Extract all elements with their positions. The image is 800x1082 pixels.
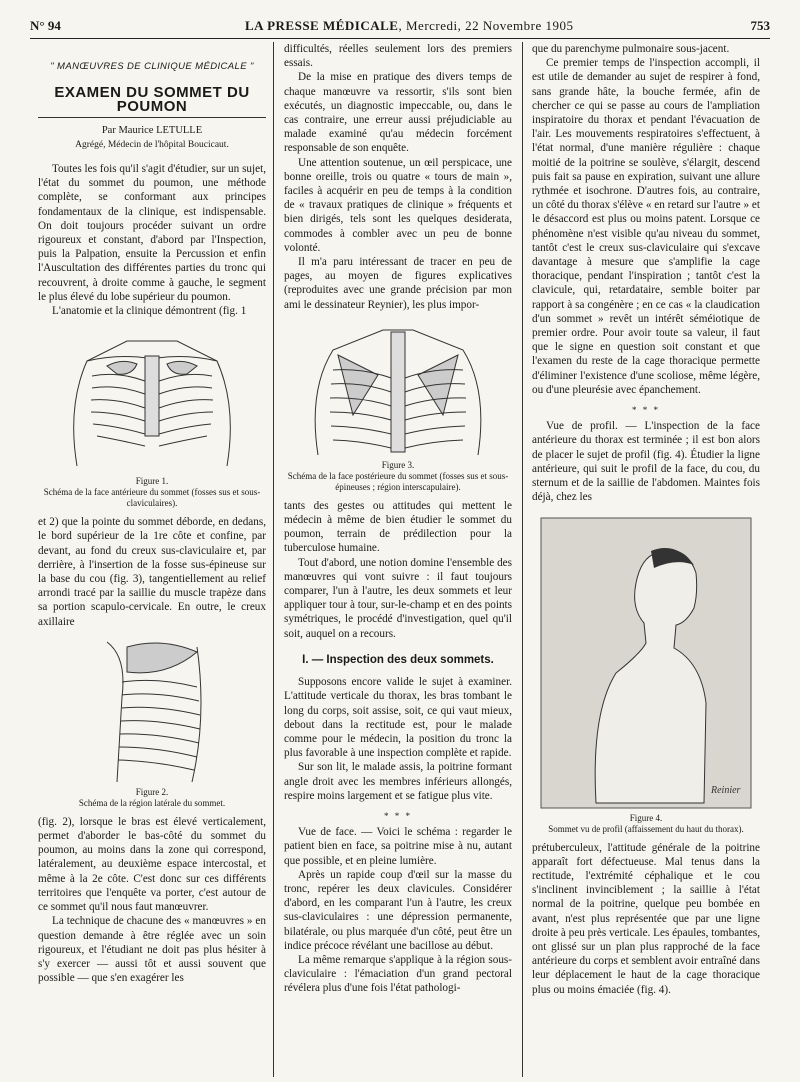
paragraph: Tout d'abord, une notion domine l'ensemble des manœuvres qui vont suivre : il faut toujours comparer, l'un à l'autre, les deux sommets et leur appliquer tour à tour, sur-le-champ et en des points symétriques, le procédé d'investigation, quel qu'il soit, auquel on a recours. [284,556,512,640]
figure-3-label: Figure 3. [381,459,415,470]
figure-4-label: Figure 4. [629,812,663,823]
paragraph: Sur son lit, le malade assis, la poitrine formant angle droit avec les membres inférieurs allongés, respire moins largement et se fatigue plus vite. [284,761,512,802]
figure-1-caption: Schéma de la face antérieure du sommet (fosses sus et sous-claviculaires). [43,487,261,509]
column-2 [284,42,512,996]
paragraph: et 2) que la pointe du sommet déborde, en dedans, le bord supérieur de la 1re côte et confine, par devant, au fond du creux sus-claviculaire et, par derrière, à l'insertion de la fosse sus-épineuse sur la base du cou (fig. 3), tangentiellement au relief arrondi tracé par la saillie du muscle trapèze dans sa portion scapulo-cervicale. En outre, le creux axillaire [38,516,266,628]
paragraph: Toutes les fois qu'il s'agit d'étudier, sur un sujet, l'état du sommet du poumon, une méthode complète, se conformant aux principes fondamentaux de la clinique, est indispensable. On doit toujours procéder suivant un ordre rigoureux et constant, d'abord par l'Inspection, puis la Palpation, ensuite la Percussion et enfin l'Auscultation des différentes parties du tronc qui recouvrent, à droite comme à gauche, le segment le plus élevé du lobe supérieur du poumon. [38,163,266,303]
paragraph: La technique de chacune des « manœuvres » en question demande à être réglée avec un soin rigoureux, et l'étudiant ne doit pas plus hésiter à s'y exercer — aussi tôt et aussi souvent que possible — que s'en exagérer les [38,915,266,985]
page-header [30,16,770,38]
paragraph: Après un rapide coup d'œil sur la masse du tronc, repérer les deux clavicules. Considérer d'abord, en les comparant l'un à l'autre, les creux sus-claviculaires : une dépression permanente, bilatérale, ou plus marquée d'un côté, peut être un indice précoce révélant une bacillose au début. [284,868,512,952]
figure-4-caption: Sommet vu de profil (affaissement du haut du thorax). [548,823,744,834]
figure-4-profile-engraving [536,513,756,813]
paragraph: Ce premier temps de l'inspection accompli, il est utile de demander au sujet de respirer à fond, sans grande hâte, la bouche fermée, afin de chercher ce qui se passe au cours de l'ampliation inspiratoire du thorax et pendant l'évacuation de l'air. Les mouvements respiratoires s'effectuent, à l'état normal, d'une manière régulière : chaque moitié de la poitrine se soulève, s'élargit, descend puis fait sa pause en expiration, suivant une allure rythmée et isochrone. D'autres fois, au contraire, un côté du thorax s'élève « en retard sur l'autre » et le désaccord est plus ou moins patent. Lorsque ce phénomène n'est visible qu'au niveau du sommet, tantôt c'est le creux sus-claviculaire qui s'excave davantage à mesure que s'amplifie la cage thoracique, pendant l'inspiration ; tantôt c'est la clavicule, qui, retardataire, semble boiter par rapport à sa congénère ; en ce cas « la claudication d'un sommet » revêt un intérêt séméiotique de premier ordre. Pour avoir toute sa valeur, il faut que le signe en question soit constant et que l'examen du reste de la cage thoracique permette d'éliminer l'existence d'une scoliose, même légère, ou d'une pleurésie avec épanchement. [532,57,760,396]
section-heading: I. — Inspection des deux sommets. [302,653,494,666]
figure-4 [532,513,760,835]
page-number: 753 [750,18,770,33]
figure-3-caption: Schéma de la face postérieure du sommet (fosses sus et sous-épineuses ; région interscapulaire). [287,470,509,492]
article-author: Par Maurice LETULLE [101,124,203,136]
paragraph: Vue de profil. — L'inspection de la face antérieure du thorax est terminée ; il est bon alors de placer le sujet de profil (fig. 4). Étudier la ligne antérieure, qui suit le profil de la face, du cou, du sternum et de la saillie de l'abdomen. Maintes fois déjà, chez les [532,420,760,504]
paragraph: Vue de face. — Voici le schéma : regarder le patient bien en face, sa poitrine mise à nu, autant que possible, et en pleine lumière. [284,826,512,867]
figure-2-label: Figure 2. [135,786,169,797]
figure-1 [38,326,266,509]
journal-title: LA PRESSE MÉDICALE [245,18,399,33]
figure-3 [284,320,512,493]
figure-3-posterior-thorax-drawing [293,320,503,460]
column-rule-2 [522,42,523,1077]
paragraph: (fig. 2), lorsque le bras est élevé verticalement, permet d'aborder le bas-côté du sommet du poumon, au moins dans la zone qui correspond, latéralement, au deuxième espace intercostal, et même à la 2e côte. C'est donc sur ces différents territoires que l'enquête va porter, c'est autour de ce sommet qu'il nous faut manœuvrer. [38,815,266,914]
figure-2 [38,637,266,809]
article-affiliation: Agrégé, Médecin de l'hôpital Boucicaut. [75,139,229,150]
paragraph: De la mise en pratique des divers temps de chaque manœuvre va ressortir, s'ils sont bien exécutés, un diagnostic impeccable, ou, dans le cas contraire, une erreur aussi préjudiciable au malade examiné qu'au médecin forcément responsable de son enquête. [284,71,512,155]
figure-2-caption: Schéma de la région latérale du sommet. [78,797,226,808]
figure-4-signature: Reinier [711,784,741,796]
article-title: EXAMEN DU SOMMET DU POUMON [38,86,266,117]
figure-2-lateral-thorax-drawing [67,637,237,787]
column-1 [38,42,266,985]
figure-1-anterior-thorax-drawing [47,326,257,476]
figure-1-label: Figure 1. [135,476,169,487]
paragraph: Supposons encore valide le sujet à examiner. L'attitude verticale du thorax, les bras tombant le long du corps, soit assise, soit, ce qui vaut mieux, debout dans la rectitude est, pour le malade comme pour le médecin, la position du tronc la plus favorable à une inspection complète et rapide. [284,676,512,760]
paragraph: Il m'a paru intéressant de tracer en peu de pages, au moyen de figures explicatives (reproduites avec une grande précision par mon ami le dessinateur Reynier), les plus impor- [284,256,512,311]
paragraph: Une attention soutenue, un œil perspicace, une bonne oreille, trois ou quatre « tours de main », faciles à acquérir en peu de temps à la condition de « travaux pratiques de clinique » fréquents et bien dirigés, tels sont les quelques desiderata, commodes à combler avec un peu de bonne volonté. [284,156,512,254]
paragraph: prétuberculeux, l'attitude générale de la poitrine apparaît fort défectueuse. Mal tenus dans la rectitude, l'extrémité céphalique et le cou s'inclinent invinciblement ; la saillie à l'état normal de la poitrine, quelque peu bombée en avant, n'est plus représentée que par une ligne droite à peu près verticale. Les épaules, tombantes, ont glissé sur un plan plus rapproché de la face antérieure du corps et semblent avoir entraîné dans leur déplacement le haut de la cage thoracique plus ou moins émaciée (fig. 4). [532,841,761,996]
section-separator: * * * [384,810,412,821]
journal-title-line [245,18,574,34]
column-rule-1 [273,42,274,1077]
issue-date: , Mercredi, 22 Novembre 1905 [398,18,574,33]
paragraph: difficultés, réelles seulement lors des premiers essais. [284,43,512,70]
header-rule [30,38,770,39]
paragraph: que du parenchyme pulmonaire sous-jacent. [532,43,730,55]
paragraph: L'anatomie et la clinique démontrent (fig. 1 [52,305,247,318]
section-separator: * * * [632,405,660,416]
issue-number: N° 94 [30,18,61,33]
paragraph: La même remarque s'applique à la région sous-claviculaire : l'émaciation d'un grand pectoral révélera plus d'une fois l'état pathologi- [284,953,512,995]
column-3 [532,42,760,997]
paragraph: tants des gestes ou attitudes qui mettent le médecin à même de bien étudier le sommet du poumon, terrain de prédilection pour la tuberculose humaine. [284,499,512,555]
article-rubric: " MANŒUVRES DE CLINIQUE MÉDICALE " [50,61,254,72]
